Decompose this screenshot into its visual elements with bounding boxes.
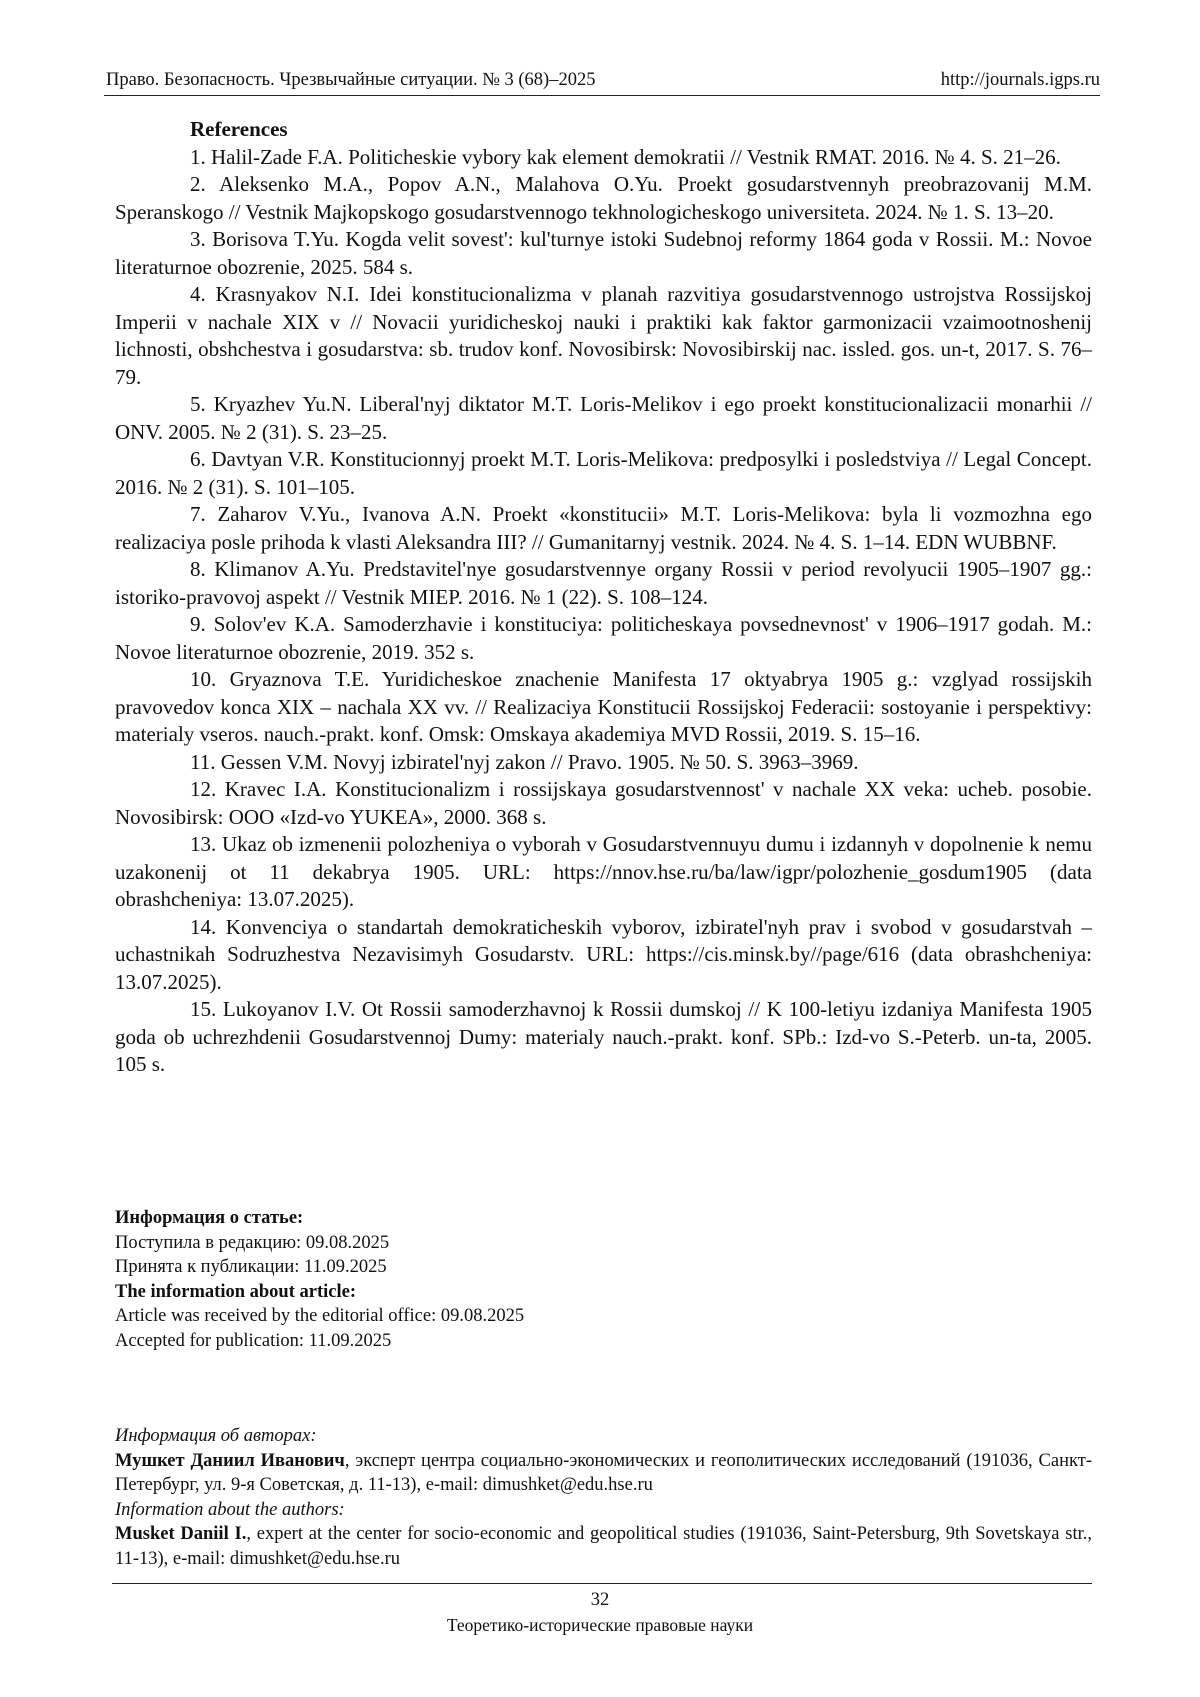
article-info <box>115 1206 1092 1353</box>
author-ru <box>115 1449 1092 1498</box>
reference-item: 6. Davtyan V.R. Konstitucionnyj proekt M.T. Loris-Melikova: predposylki i posledstviya // Legal Concept. 2016. № 2 (31). S. 101–105. <box>115 447 1092 499</box>
journal-url[interactable]: http://journals.igps.ru <box>940 70 1100 90</box>
section-name: Теоретико-исторические правовые науки <box>446 1615 754 1635</box>
authors-ru-title: Информация об авторах: <box>115 1426 317 1446</box>
authors-info <box>115 1424 1092 1571</box>
author-ru-name: Мушкет Даниил Иванович <box>115 1450 345 1471</box>
reference-item: 11. Gessen V.M. Novyj izbiratel'nyj zakon // Pravo. 1905. № 50. S. 3963–3969. <box>190 749 859 774</box>
article-info-ru-title: Информация о статье: <box>115 1208 304 1228</box>
author-en-details: , expert at the center for socio-economic and geopolitical studies (191036, Saint-Petersburg, 9th Sovetskaya str., 11-13), e-mail: dimushket@edu.hse.ru <box>115 1524 1092 1569</box>
references-title: References <box>190 117 288 141</box>
reference-item: 3. Borisova T.Yu. Kogda velit sovest': kul'turnye istoki Sudebnoj reformy 1864 goda v Rossii. M.: Novoe literaturnoe obozrenie, 2025. 584 s. <box>115 227 1092 279</box>
reference-item: 12. Kravec I.A. Konstitucionalizm i rossijskaya gosudarstvennost' v nachale XX veka: ucheb. posobie. Novosibirsk: OOO «Izd-vo YUKEA», 2000. 368 s. <box>115 777 1092 829</box>
reference-item: 1. Halil-Zade F.A. Politicheskie vybory kak element demokratii // Vestnik RMAT. 2016. № 4. S. 21–26. <box>190 144 1061 169</box>
author-en-name: Musket Daniil I. <box>115 1524 247 1544</box>
reference-item: 5. Kryazhev Yu.N. Liberal'nyj diktator M.T. Loris-Melikov i ego proekt konstitucionalizacii monarhii // ONV. 2005. № 2 (31). S. 23–25. <box>115 392 1092 444</box>
references-section <box>115 116 1092 1079</box>
author-en <box>115 1522 1092 1571</box>
article-accepted-ru: Принята к публикации: 11.09.2025 <box>115 1257 387 1277</box>
authors-en-title: Information about the authors: <box>115 1499 345 1520</box>
footer-divider <box>112 1583 1092 1584</box>
journal-title: Право. Безопасность. Чрезвычайные ситуации. № 3 (68)–2025 <box>106 70 596 90</box>
author-ru-details: , эксперт центра социально-экономических и геополитических исследований (191036, Санкт-Петербург, ул. 9-я Советская, д. 11-13), e-mail: dimushket@edu.hse.ru <box>115 1450 1092 1495</box>
reference-item: 4. Krasnyakov N.I. Idei konstitucionalizma v planah razvitiya gosudarstvennogo ustrojstva Rossijskoj Imperii v nachale XIX v // Novacii yuridicheskoj nauki i praktiki kak faktor garmonizacii vzaimootnoshenij lichnosti, obshchestva i gosudarstva: sb. trudov konf. Novosibirsk: Novosibirskij nac. issled. gos. un-t, 2017. S. 76–79. <box>115 282 1092 389</box>
page-header <box>106 68 1100 92</box>
reference-item: 14. Konvenciya o standartah demokraticheskih vyborov, izbiratel'nyh prav i svobod v gosudarstvah – uchastnikah Sodruzhestva Nezavisimyh Gosudarstv. URL: https://cis.minsk.by//page/616 (data obrashcheniya: 13.07.2025). <box>115 914 1092 994</box>
reference-item: 15. Lukoyanov I.V. Ot Rossii samoderzhavnoj k Rossii dumskoj // K 100-letiyu izdaniya Manifesta 1905 goda ob uchrezhdenii Gosudarstvennoj Dumy: materialy nauch.-prakt. konf. SPb.: Izd-vo S.-Peterb. un-ta, 2005. 105 s. <box>115 997 1092 1076</box>
reference-item: 7. Zaharov V.Yu., Ivanova A.N. Proekt «konstitucii» M.T. Loris-Melikova: byla li vozmozhna ego realizaciya posle prihoda k vlasti Aleksandra III? // Gumanitarnyj vestnik. 2024. № 4. S. 1–14. EDN WUBBNF. <box>115 502 1092 554</box>
article-received-ru: Поступила в редакцию: 09.08.2025 <box>115 1232 390 1253</box>
article-accepted-en: Accepted for publication: 11.09.2025 <box>115 1330 392 1351</box>
page-number: 32 <box>590 1590 610 1610</box>
reference-item: 2. Aleksenko M.A., Popov A.N., Malahova O.Yu. Proekt gosudarstvennyh preobrazovanij M.M. Speranskogo // Vestnik Majkopskogo gosudarstvennogo tekhnologicheskogo universiteta. 2024. № 1. S. 13–20. <box>115 172 1092 224</box>
reference-item: 9. Solov'ev K.A. Samoderzhavie i konstituciya: politicheskaya povsednevnost' v 1906–1917 godah. M.: Novoe literaturnoe obozrenie, 2019. 352 s. <box>115 612 1092 664</box>
article-info-en-title: The information about article: <box>115 1281 356 1302</box>
article-received-en: Article was received by the editorial office: 09.08.2025 <box>115 1306 525 1326</box>
reference-item: 8. Klimanov A.Yu. Predstavitel'nye gosudarstvennye organy Rossii v period revolyucii 1905–1907 gg.: istoriko-pravovoj aspekt // Vestnik MIEP. 2016. № 1 (22). S. 108–124. <box>115 557 1092 609</box>
reference-item: 10. Gryaznova T.E. Yuridicheskoe znachenie Manifesta 17 oktyabrya 1905 g.: vzglyad rossijskih pravovedov konca XIX – nachala XX vv. // Realizaciya Konstitucii Rossijskoj Federacii: sostoyanie i perspektivy: materialy vseros. nauch.-prakt. konf. Omsk: Omskaya akademiya MVD Rossii, 2019. S. 15–16. <box>115 667 1092 746</box>
reference-item: 13. Ukaz ob izmenenii polozheniya o vyborah v Gosudarstvennuyu dumu i izdannyh v dopolnenie k nemu uzakonenij ot 11 dekabrya 1905. URL: https://nnov.hse.ru/ba/law/igpr/polozhenie_gosdum1905 (data obrashcheniya: 13.07.2025). <box>115 832 1092 911</box>
header-divider <box>104 95 1100 96</box>
